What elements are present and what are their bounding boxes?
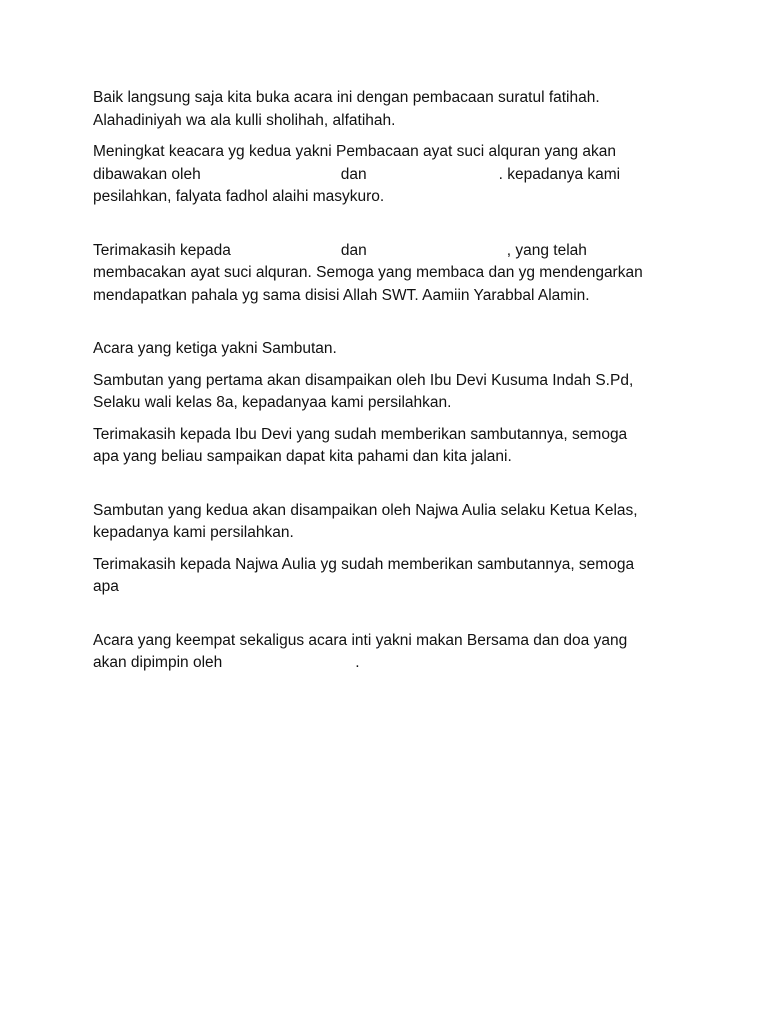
text-line: Terimakasih kepada Ibu Devi yang sudah memberikan sambutannya, semoga: [93, 425, 628, 443]
paragraph-quran-reading: [93, 141, 683, 209]
text-line: membacakan ayat suci alquran. Semoga yang membaca dan yg mendengarkan: [93, 264, 643, 281]
paragraph-thanks-readers: [93, 240, 683, 308]
text-line: Acara yang ketiga yakni Sambutan.: [93, 340, 337, 357]
paragraph-gap: [93, 478, 683, 500]
text-line: mendapatkan pahala yg sama disisi Allah SWT. Aamiin Yarabbal Alamin.: [93, 286, 590, 304]
paragraph-gap: [93, 316, 683, 338]
text-line: Sambutan yang kedua akan disampaikan oleh Najwa Aulia selaku Ketua Kelas,: [93, 501, 638, 519]
text-line: apa yang beliau sampaikan dapat kita pahami dan kita jalani.: [93, 448, 512, 465]
paragraph-third-event: [93, 338, 683, 361]
paragraph-thanks-first-speech: [93, 424, 683, 469]
paragraph-second-speech: [93, 500, 683, 545]
paragraph-opening: [93, 87, 683, 132]
text-line-with-blanks: [93, 164, 683, 187]
paragraph-gap: [93, 218, 683, 240]
text-line: Selaku wali kelas 8a, kepadanyaa kami persilahkan.: [93, 394, 452, 411]
text-segment: , yang telah: [506, 241, 587, 259]
text-segment: akan dipimpin oleh: [93, 654, 223, 671]
paragraph-thanks-second-speech: [93, 554, 683, 599]
paragraph-gap: [93, 608, 683, 630]
text-line: pesilahkan, falyata fadhol alaihi masykuro.: [93, 188, 385, 205]
text-segment: . kepadanya kami: [498, 165, 621, 183]
text-line-with-blank: [93, 652, 683, 675]
paragraph-fourth-event: [93, 630, 683, 675]
text-segment: dibawakan oleh: [93, 165, 201, 183]
text-line: kepadanya kami persilahkan.: [93, 524, 294, 541]
paragraph-first-speech: [93, 370, 683, 415]
text-line-with-blanks: [93, 240, 683, 263]
text-segment: Terimakasih kepada: [93, 241, 231, 259]
text-line: Terimakasih kepada Najwa Aulia yg sudah memberikan sambutannya, semoga: [93, 555, 635, 573]
text-line: Baik langsung saja kita buka acara ini dengan pembacaan suratul fatihah.: [93, 89, 600, 106]
text-line: Acara yang keempat sekaligus acara inti yakni makan Bersama dan doa yang: [93, 631, 628, 649]
text-line: Meningkat keacara yg kedua yakni Pembacaan ayat suci alquran yang akan: [93, 143, 617, 160]
text-segment: dan: [340, 165, 367, 183]
text-line: Alahadiniyah wa ala kulli sholihah, alfatihah.: [93, 111, 396, 129]
text-line: Sambutan yang pertama akan disampaikan oleh Ibu Devi Kusuma Indah S.Pd,: [93, 371, 634, 389]
text-line: apa: [93, 578, 119, 595]
text-segment: .: [355, 654, 360, 671]
text-segment: dan: [340, 241, 367, 259]
document-body: [93, 87, 683, 684]
